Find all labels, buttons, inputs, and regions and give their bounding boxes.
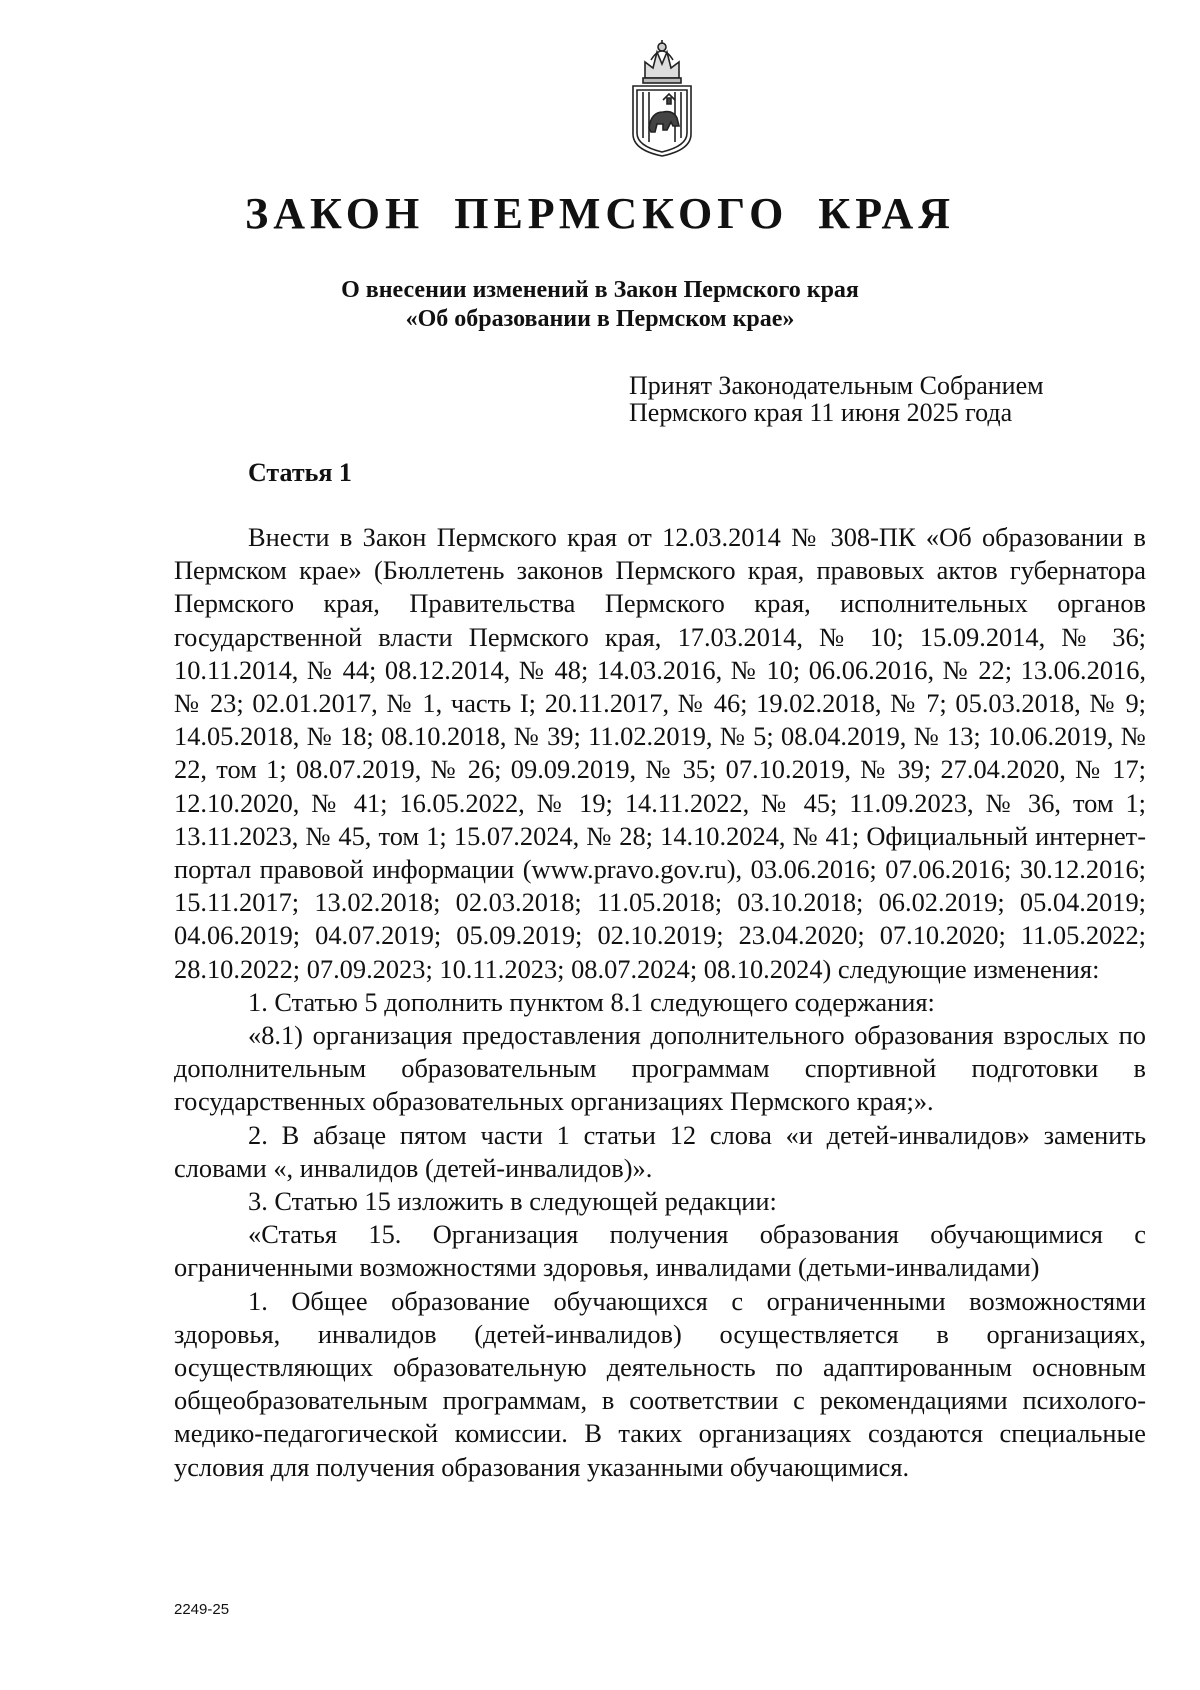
paragraph-item-8-1: «8.1) организация предоставления дополнительного образования взрослых по дополнительным образовательным программам спортивной подготовки в государственных образовательных организациях Пермского края;». xyxy=(174,1020,1146,1117)
law-subtitle xyxy=(0,276,1200,334)
subtitle-line-1: О внесении изменений в Закон Пермского края xyxy=(341,277,859,303)
article-heading: Статья 1 xyxy=(248,458,352,487)
paragraph-item-2: 2. В абзаце пятом части 1 статьи 12 слова «и детей-инвалидов» заменить словами «, инвалидов (детей-инвалидов)». xyxy=(174,1119,1146,1183)
document-number: 2249-25 xyxy=(174,1601,230,1618)
adoption-line-1: Принят Законодательным Собранием xyxy=(629,371,1044,400)
adoption-note xyxy=(629,372,1044,426)
paragraph-article-15-part-1: 1. Общее образование обучающихся с ограниченными возможностями здоровья, инвалидов (детей-инвалидов) осуществляется в организациях, осуществляющих образовательную деятельность по адаптированным основным общеобразовательным программам, в соответствии с рекомендациями психолого-медико-педагогической комиссии. В таких организациях создаются специальные условия для получения образования указанными обучающимися. xyxy=(174,1285,1146,1482)
article-body xyxy=(174,521,1146,1484)
paragraph-amendment-intro: Внести в Закон Пермского края от 12.03.2014 № 308-ПК «Об образовании в Пермском крае» (Бюллетень законов Пермского края, правовых актов губернатора Пермского края, Правительства Пермского края, исполнительных органов государственной власти Пермского края, 17.03.2014, № 10; 15.09.2014, № 36; 10.11.2014, № 44; 08.12.2014, № 48; 14.03.2016, № 10; 06.06.2016, № 22; 13.06.2016, № 23; 02.01.2017, № 1, часть I; 20.11.2017, № 46; 19.02.2018, № 7; 05.03.2018, № 9; 14.05.2018, № 18; 08.10.2018, № 39; 11.02.2019, № 5; 08.04.2019, № 13; 10.06.2019, № 22, том 1; 08.07.2019, № 26; 09.09.2019, № 35; 07.10.2019, № 39; 27.04.2020, № 17; 12.10.2020, № 41; 16.05.2022, № 19; 14.11.2022, № 45; 11.09.2023, № 36, том 1; 13.11.2023, № 45, том 1; 15.07.2024, № 28; 14.10.2024, № 41; Официальный интернет-портал правовой информации (www.pravo.gov.ru), 03.06.2016; 07.06.2016; 30.12.2016; 15.11.2017; 13.02.2018; 02.03.2018; 11.05.2018; 03.10.2018; 06.02.2019; 05.04.2019; 04.06.2019; 04.07.2019; 05.09.2019; 02.10.2019; 23.04.2020; 07.10.2020; 11.05.2022; 28.10.2022; 07.09.2023; 10.11.2023; 08.07.2024; 08.10.2024) следующие изменения: xyxy=(174,522,1146,984)
subtitle-line-2: «Об образовании в Пермском крае» xyxy=(405,306,795,332)
paragraph-item-3: 3. Статью 15 изложить в следующей редакции: xyxy=(248,1186,777,1217)
adoption-line-2: Пермского края 11 июня 2025 года xyxy=(629,398,1013,427)
paragraph-item-1: 1. Статью 5 дополнить пунктом 8.1 следующего содержания: xyxy=(248,986,935,1017)
coat-of-arms-icon xyxy=(623,38,701,158)
law-title: ЗАКОН ПЕРМСКОГО КРАЯ xyxy=(244,189,956,238)
paragraph-article-15-title: «Статья 15. Организация получения образования обучающимися с ограниченными возможностями здоровья, инвалидами (детьми-инвалидами) xyxy=(174,1219,1146,1283)
